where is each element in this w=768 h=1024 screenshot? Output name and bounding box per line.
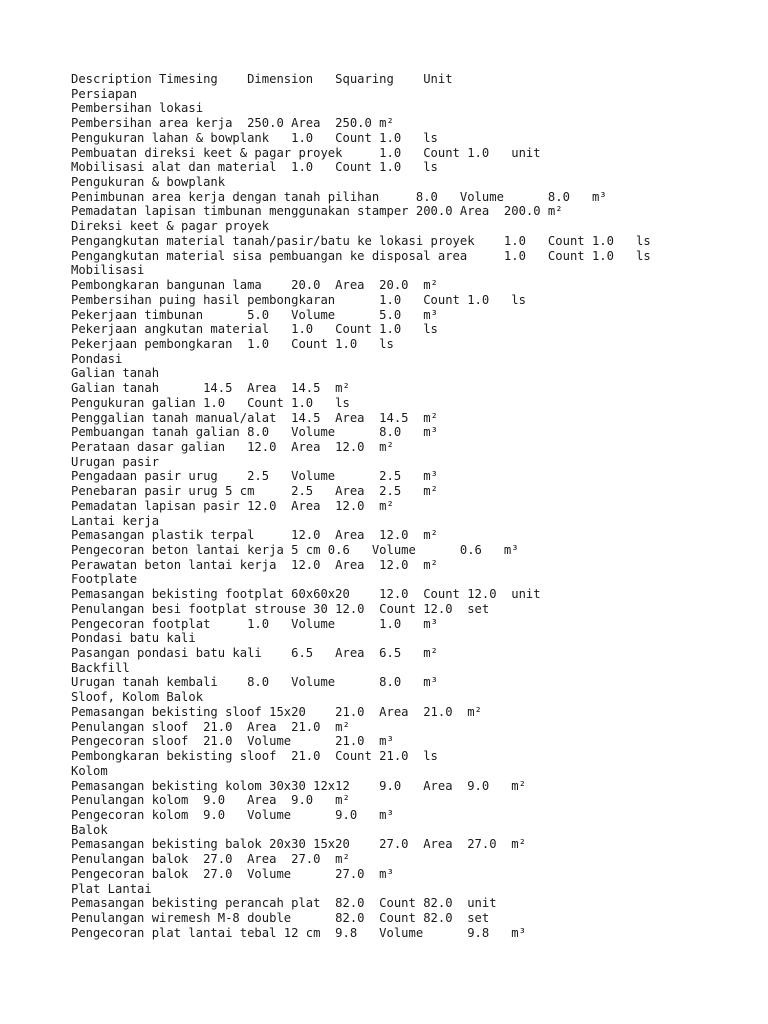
text-line: Pemadatan lapisan pasir 12.0 Area 12.0 m² bbox=[71, 498, 394, 513]
text-line: Sloof, Kolom Balok bbox=[71, 690, 204, 705]
text-line: Pengecoran sloof 21.0 Volume 21.0 m³ bbox=[71, 734, 394, 749]
text-line: Mobilisasi bbox=[71, 263, 145, 278]
text-line: Pembuangan tanah galian 8.0 Volume 8.0 m³ bbox=[71, 425, 438, 440]
text-line: Penulangan kolom 9.0 Area 9.0 m² bbox=[71, 793, 350, 808]
text-line: Pembongkaran bangunan lama 20.0 Area 20.0 m² bbox=[71, 278, 438, 293]
text-line: Perawatan beton lantai kerja 12.0 Area 12.0 m² bbox=[71, 557, 438, 572]
text-line: Pemasangan plastik terpal 12.0 Area 12.0 m² bbox=[71, 528, 438, 543]
text-line: Pengecoran balok 27.0 Volume 27.0 m³ bbox=[71, 866, 394, 881]
text-line: Penulangan sloof 21.0 Area 21.0 m² bbox=[71, 719, 350, 734]
text-line: Pekerjaan timbunan 5.0 Volume 5.0 m³ bbox=[71, 307, 438, 322]
text-line: Penulangan besi footplat strouse 30 12.0 Count 12.0 set bbox=[71, 601, 490, 616]
text-line: Description Timesing Dimension Squaring Unit bbox=[71, 72, 453, 86]
text-line: Pemasangan bekisting perancah plat 82.0 Count 82.0 unit bbox=[71, 896, 497, 911]
text-line: Galian tanah 14.5 Area 14.5 m² bbox=[71, 381, 350, 396]
text-line: Pembongkaran bekisting sloof 21.0 Count 21.0 ls bbox=[71, 749, 438, 764]
text-line: Pembuatan direksi keet & pagar proyek 1.0 Count 1.0 unit bbox=[71, 145, 541, 160]
text-line: Pekerjaan pembongkaran 1.0 Count 1.0 ls bbox=[71, 336, 394, 351]
text-line: Pembersihan puing hasil pembongkaran 1.0 Count 1.0 ls bbox=[71, 292, 526, 307]
text-line: Pengangkutan material tanah/pasir/batu ke lokasi proyek 1.0 Count 1.0 ls bbox=[71, 233, 651, 248]
text-line: Pemasangan bekisting sloof 15x20 21.0 Area 21.0 m² bbox=[71, 704, 482, 719]
text-line: Galian tanah bbox=[71, 366, 160, 381]
text-line: Kolom bbox=[71, 763, 108, 778]
text-line: Pondasi batu kali bbox=[71, 631, 196, 646]
document-text bbox=[71, 72, 761, 940]
text-line: Pengecoran beton lantai kerja 5 cm 0.6 Volume 0.6 m³ bbox=[71, 543, 519, 557]
text-line: Pengukuran galian 1.0 Count 1.0 ls bbox=[71, 395, 350, 410]
text-line: Direksi keet & pagar proyek bbox=[71, 219, 270, 234]
text-line: Lantai kerja bbox=[71, 513, 160, 528]
text-line: Pekerjaan angkutan material 1.0 Count 1.0 ls bbox=[71, 322, 438, 337]
text-line: Pemasangan bekisting balok 20x30 15x20 27.0 Area 27.0 m² bbox=[71, 837, 526, 852]
text-line: Mobilisasi alat dan material 1.0 Count 1.0 ls bbox=[71, 160, 438, 175]
text-line: Penimbunan area kerja dengan tanah pilihan 8.0 Volume 8.0 m³ bbox=[71, 189, 607, 204]
text-line: Penggalian tanah manual/alat 14.5 Area 14.5 m² bbox=[71, 410, 438, 425]
text-line: Pemasangan bekisting kolom 30x30 12x12 9.0 Area 9.0 m² bbox=[71, 778, 526, 793]
text-line: Pengecoran footplat 1.0 Volume 1.0 m³ bbox=[71, 616, 438, 631]
text-line: Pembersihan lokasi bbox=[71, 101, 204, 116]
text-line: Balok bbox=[71, 822, 108, 837]
text-line: Pengangkutan material sisa pembuangan ke disposal area 1.0 Count 1.0 ls bbox=[71, 248, 651, 263]
text-line: Pemasangan bekisting footplat 60x60x20 12.0 Count 12.0 unit bbox=[71, 587, 541, 602]
text-line: Pondasi bbox=[71, 351, 123, 366]
text-line: Pengukuran & bowplank bbox=[71, 175, 226, 190]
text-line: Pengukuran lahan & bowplank 1.0 Count 1.0 ls bbox=[71, 130, 438, 145]
text-line: Urugan pasir bbox=[71, 454, 160, 469]
text-line: Footplate bbox=[71, 572, 138, 587]
text-line: Backfill bbox=[71, 660, 130, 675]
text-line: Penebaran pasir urug 5 cm 2.5 Area 2.5 m² bbox=[71, 484, 438, 499]
text-line: Pasangan pondasi batu kali 6.5 Area 6.5 m² bbox=[71, 646, 438, 661]
text-line: Pembersihan area kerja 250.0 Area 250.0 m² bbox=[71, 116, 394, 131]
text-line: Persiapan bbox=[71, 86, 138, 101]
text-line: Pengecoran plat lantai tebal 12 cm 9.8 Volume 9.8 m³ bbox=[71, 925, 526, 940]
text-line: Penulangan wiremesh M-8 double 82.0 Count 82.0 set bbox=[71, 910, 490, 925]
text-line: Plat Lantai bbox=[71, 881, 152, 896]
text-line: Pengecoran kolom 9.0 Volume 9.0 m³ bbox=[71, 807, 394, 822]
text-line: Perataan dasar galian 12.0 Area 12.0 m² bbox=[71, 439, 394, 454]
text-line: Pengadaan pasir urug 2.5 Volume 2.5 m³ bbox=[71, 469, 438, 484]
text-line: Penulangan balok 27.0 Area 27.0 m² bbox=[71, 852, 350, 867]
text-line: Pemadatan lapisan timbunan menggunakan stamper 200.0 Area 200.0 m² bbox=[71, 204, 563, 219]
text-line: Urugan tanah kembali 8.0 Volume 8.0 m³ bbox=[71, 675, 438, 690]
